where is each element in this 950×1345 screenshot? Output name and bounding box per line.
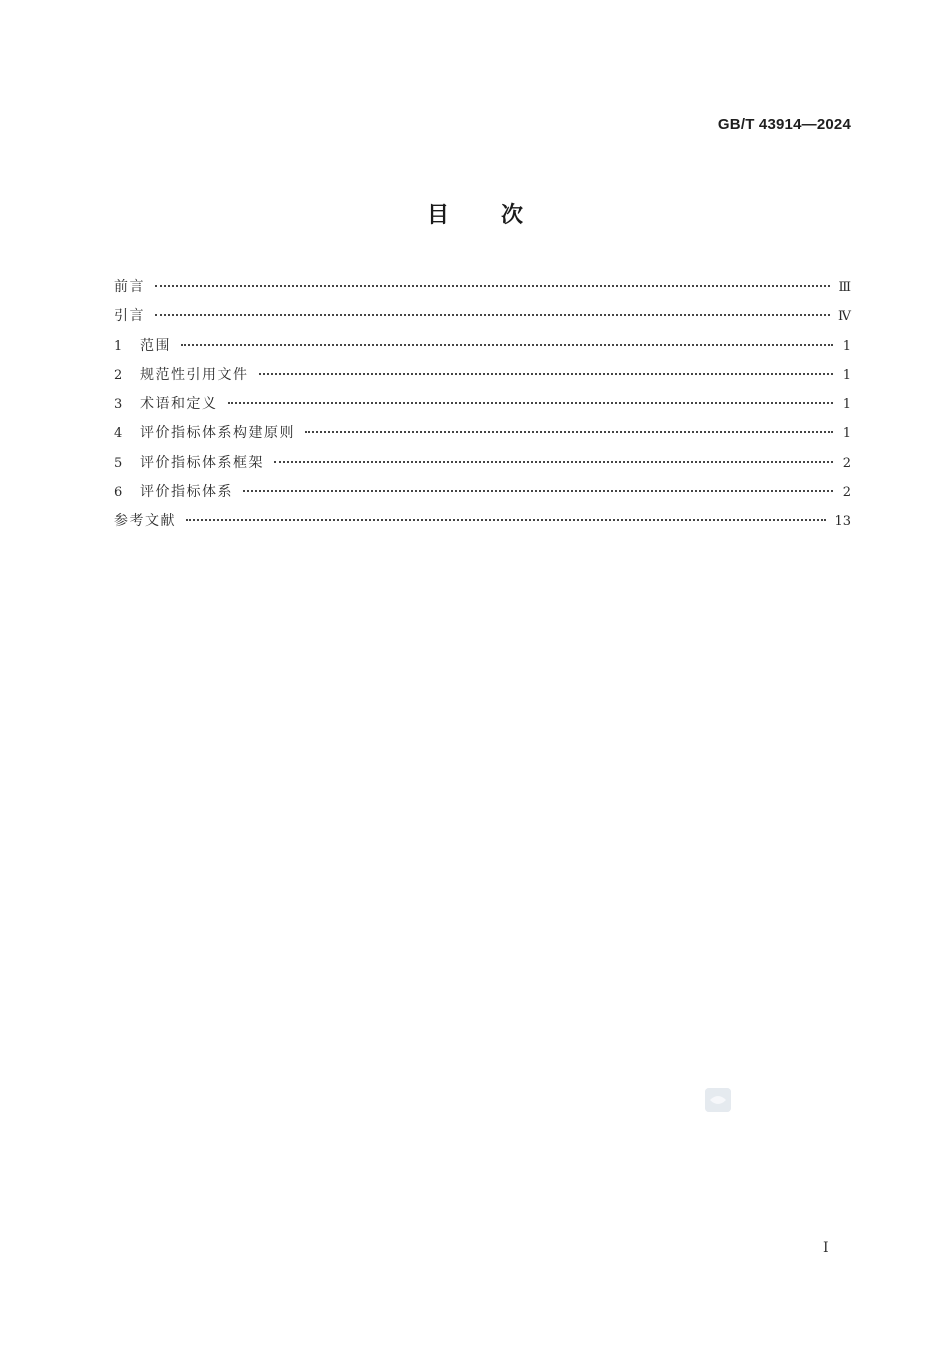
toc-item-label: 前言 <box>114 279 145 295</box>
toc-item-number: 5 <box>114 455 123 471</box>
toc-item-page: 1 <box>842 367 851 383</box>
toc-item-label: 范围 <box>140 337 171 354</box>
toc-item-page: 1 <box>842 338 851 354</box>
toc-leader-dots <box>155 285 830 287</box>
toc-item-indicator-system[interactable] <box>114 481 851 510</box>
toc-item-page: 13 <box>834 514 851 530</box>
toc-item-number: 1 <box>114 338 123 354</box>
toc-item-page: Ⅳ <box>838 309 851 325</box>
sac-logo-icon <box>705 1088 731 1112</box>
toc-item-introduction[interactable] <box>114 305 851 334</box>
toc-item-page: Ⅲ <box>838 280 851 295</box>
toc-item-bibliography[interactable] <box>114 510 851 539</box>
toc-item-label: 规范性引用文件 <box>140 366 249 383</box>
toc-item-framework[interactable] <box>114 452 851 481</box>
toc-item-page: 2 <box>842 485 851 501</box>
toc-item-page: 1 <box>842 426 851 442</box>
toc-item-terms-definitions[interactable] <box>114 393 851 422</box>
toc-item-foreword[interactable] <box>114 276 851 305</box>
toc-item-page: 2 <box>842 455 851 471</box>
toc-leader-dots <box>274 461 833 463</box>
toc-item-scope[interactable] <box>114 335 851 364</box>
toc-item-label: 评价指标体系构建原则 <box>140 425 295 442</box>
toc-item-label: 评价指标体系 <box>140 484 233 501</box>
toc-leader-dots <box>155 314 830 316</box>
toc-item-label: 引言 <box>114 308 145 325</box>
toc-leader-dots <box>259 373 834 375</box>
toc-leader-dots <box>243 490 833 492</box>
toc-item-number: 3 <box>114 397 123 413</box>
toc-leader-dots <box>186 519 826 521</box>
toc-item-label: 评价指标体系框架 <box>140 454 264 471</box>
toc-item-construction-principles[interactable] <box>114 422 851 451</box>
toc-leader-dots <box>228 402 834 404</box>
toc-item-normative-references[interactable] <box>114 364 851 393</box>
toc-item-number: 4 <box>114 426 123 442</box>
toc-item-label: 术语和定义 <box>140 396 218 413</box>
page-number: I <box>823 1240 829 1256</box>
page-title: 目次 <box>426 203 575 228</box>
toc-leader-dots <box>305 431 833 433</box>
toc-leader-dots <box>181 344 833 346</box>
table-of-contents <box>114 276 851 540</box>
toc-item-page: 1 <box>842 397 851 413</box>
toc-item-number: 2 <box>114 367 123 383</box>
standard-number: GB/T 43914—2024 <box>717 116 851 133</box>
toc-item-number: 6 <box>114 485 123 501</box>
toc-item-label: 参考文献 <box>114 513 176 530</box>
sac-logo-icon-shape <box>705 1088 731 1112</box>
